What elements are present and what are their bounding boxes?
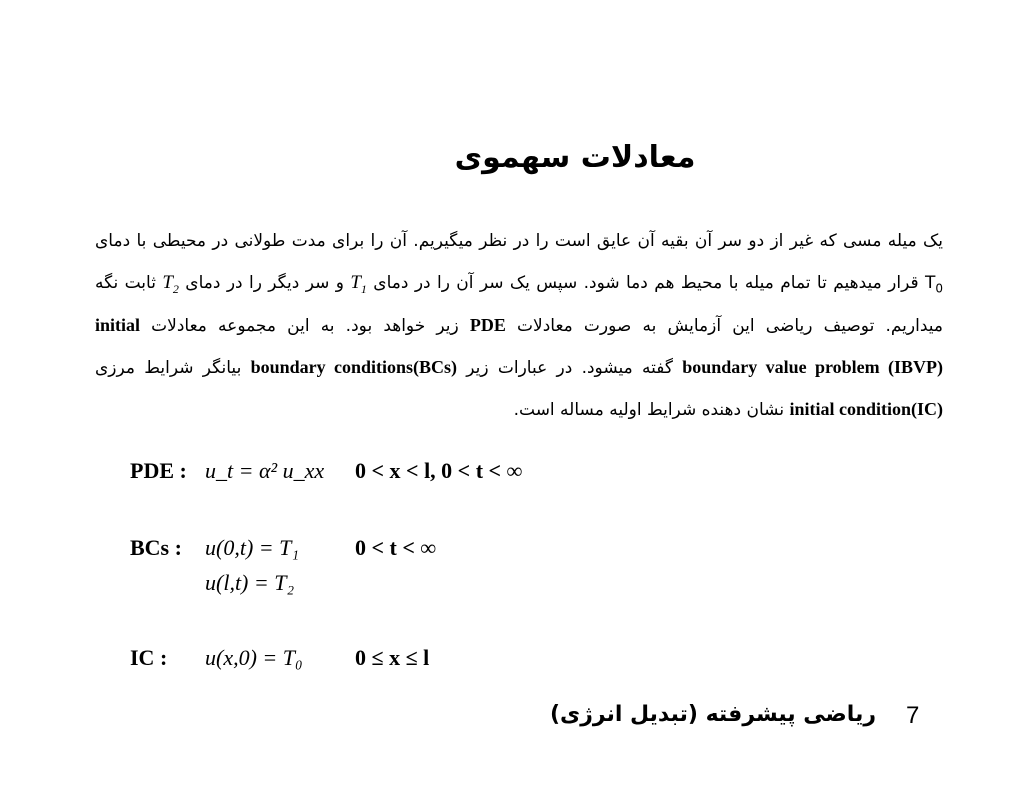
bc1-domain: 0 < t < ∞: [355, 535, 437, 560]
slide-title: معادلات سهموی: [454, 140, 696, 175]
page-number: 7: [906, 702, 920, 729]
term-pde: PDE: [469, 315, 506, 335]
term-ibvp: boundary value problem (IBVP): [682, 357, 943, 377]
paragraph-line: [95, 390, 943, 432]
paragraph-line: [95, 264, 943, 306]
paragraph-line: [95, 348, 943, 390]
bc2-equation: u(l,t) = T₂: [205, 570, 295, 595]
text: میداریم. توصیف ریاضی این آزمایش به صورت معادلات: [505, 316, 943, 336]
ic-equation: u(x,0) = T₀: [205, 645, 303, 670]
t2-symbol: $T_2$: [162, 272, 179, 296]
bc1-equation: u(0,t) = T₁: [205, 535, 299, 560]
text: قرار میدهیم تا تمام میله با محیط هم دما شود. سپس یک سر آن را در دمای: [366, 273, 925, 293]
paragraph-line: [95, 222, 943, 264]
course-title: ریاضی پیشرفته (تبدیل انرژی): [550, 702, 876, 727]
text: زیر خواهد بود. به این مجموعه معادلات: [140, 316, 470, 336]
term-ic: initial condition(IC): [789, 399, 943, 419]
paragraph-line: [95, 306, 943, 348]
body-paragraph: [95, 222, 943, 432]
text: نشان دهنده شرایط اولیه مساله است.: [513, 400, 790, 420]
text: یک میله مسی که غیر از دو سر آن بقیه آن عایق است را در نظر میگیریم. آن را برای مدت طولانی در محیطی با دمای: [95, 231, 943, 251]
text: گفته میشود. در عبارات زیر: [457, 358, 683, 378]
ic-label: IC :: [130, 645, 168, 670]
term-bcs: boundary conditions(BCs): [250, 357, 457, 377]
text: ثابت نگه: [95, 273, 163, 293]
term-initial: initial: [95, 315, 141, 335]
text: و سر دیگر را در دمای: [178, 273, 351, 293]
bcs-label: BCs :: [130, 535, 182, 560]
ic-domain: 0 ≤ x ≤ l: [355, 645, 430, 670]
pde-equation: u_t = α² u_xx: [205, 458, 325, 483]
pde-label: PDE :: [130, 458, 187, 483]
text: بیانگر شرایط مرزی: [95, 358, 251, 378]
t0-symbol: $T_0$: [924, 273, 943, 296]
pde-domain: 0 < x < l, 0 < t < ∞: [355, 458, 523, 483]
t1-symbol: $T_1$: [350, 272, 367, 296]
